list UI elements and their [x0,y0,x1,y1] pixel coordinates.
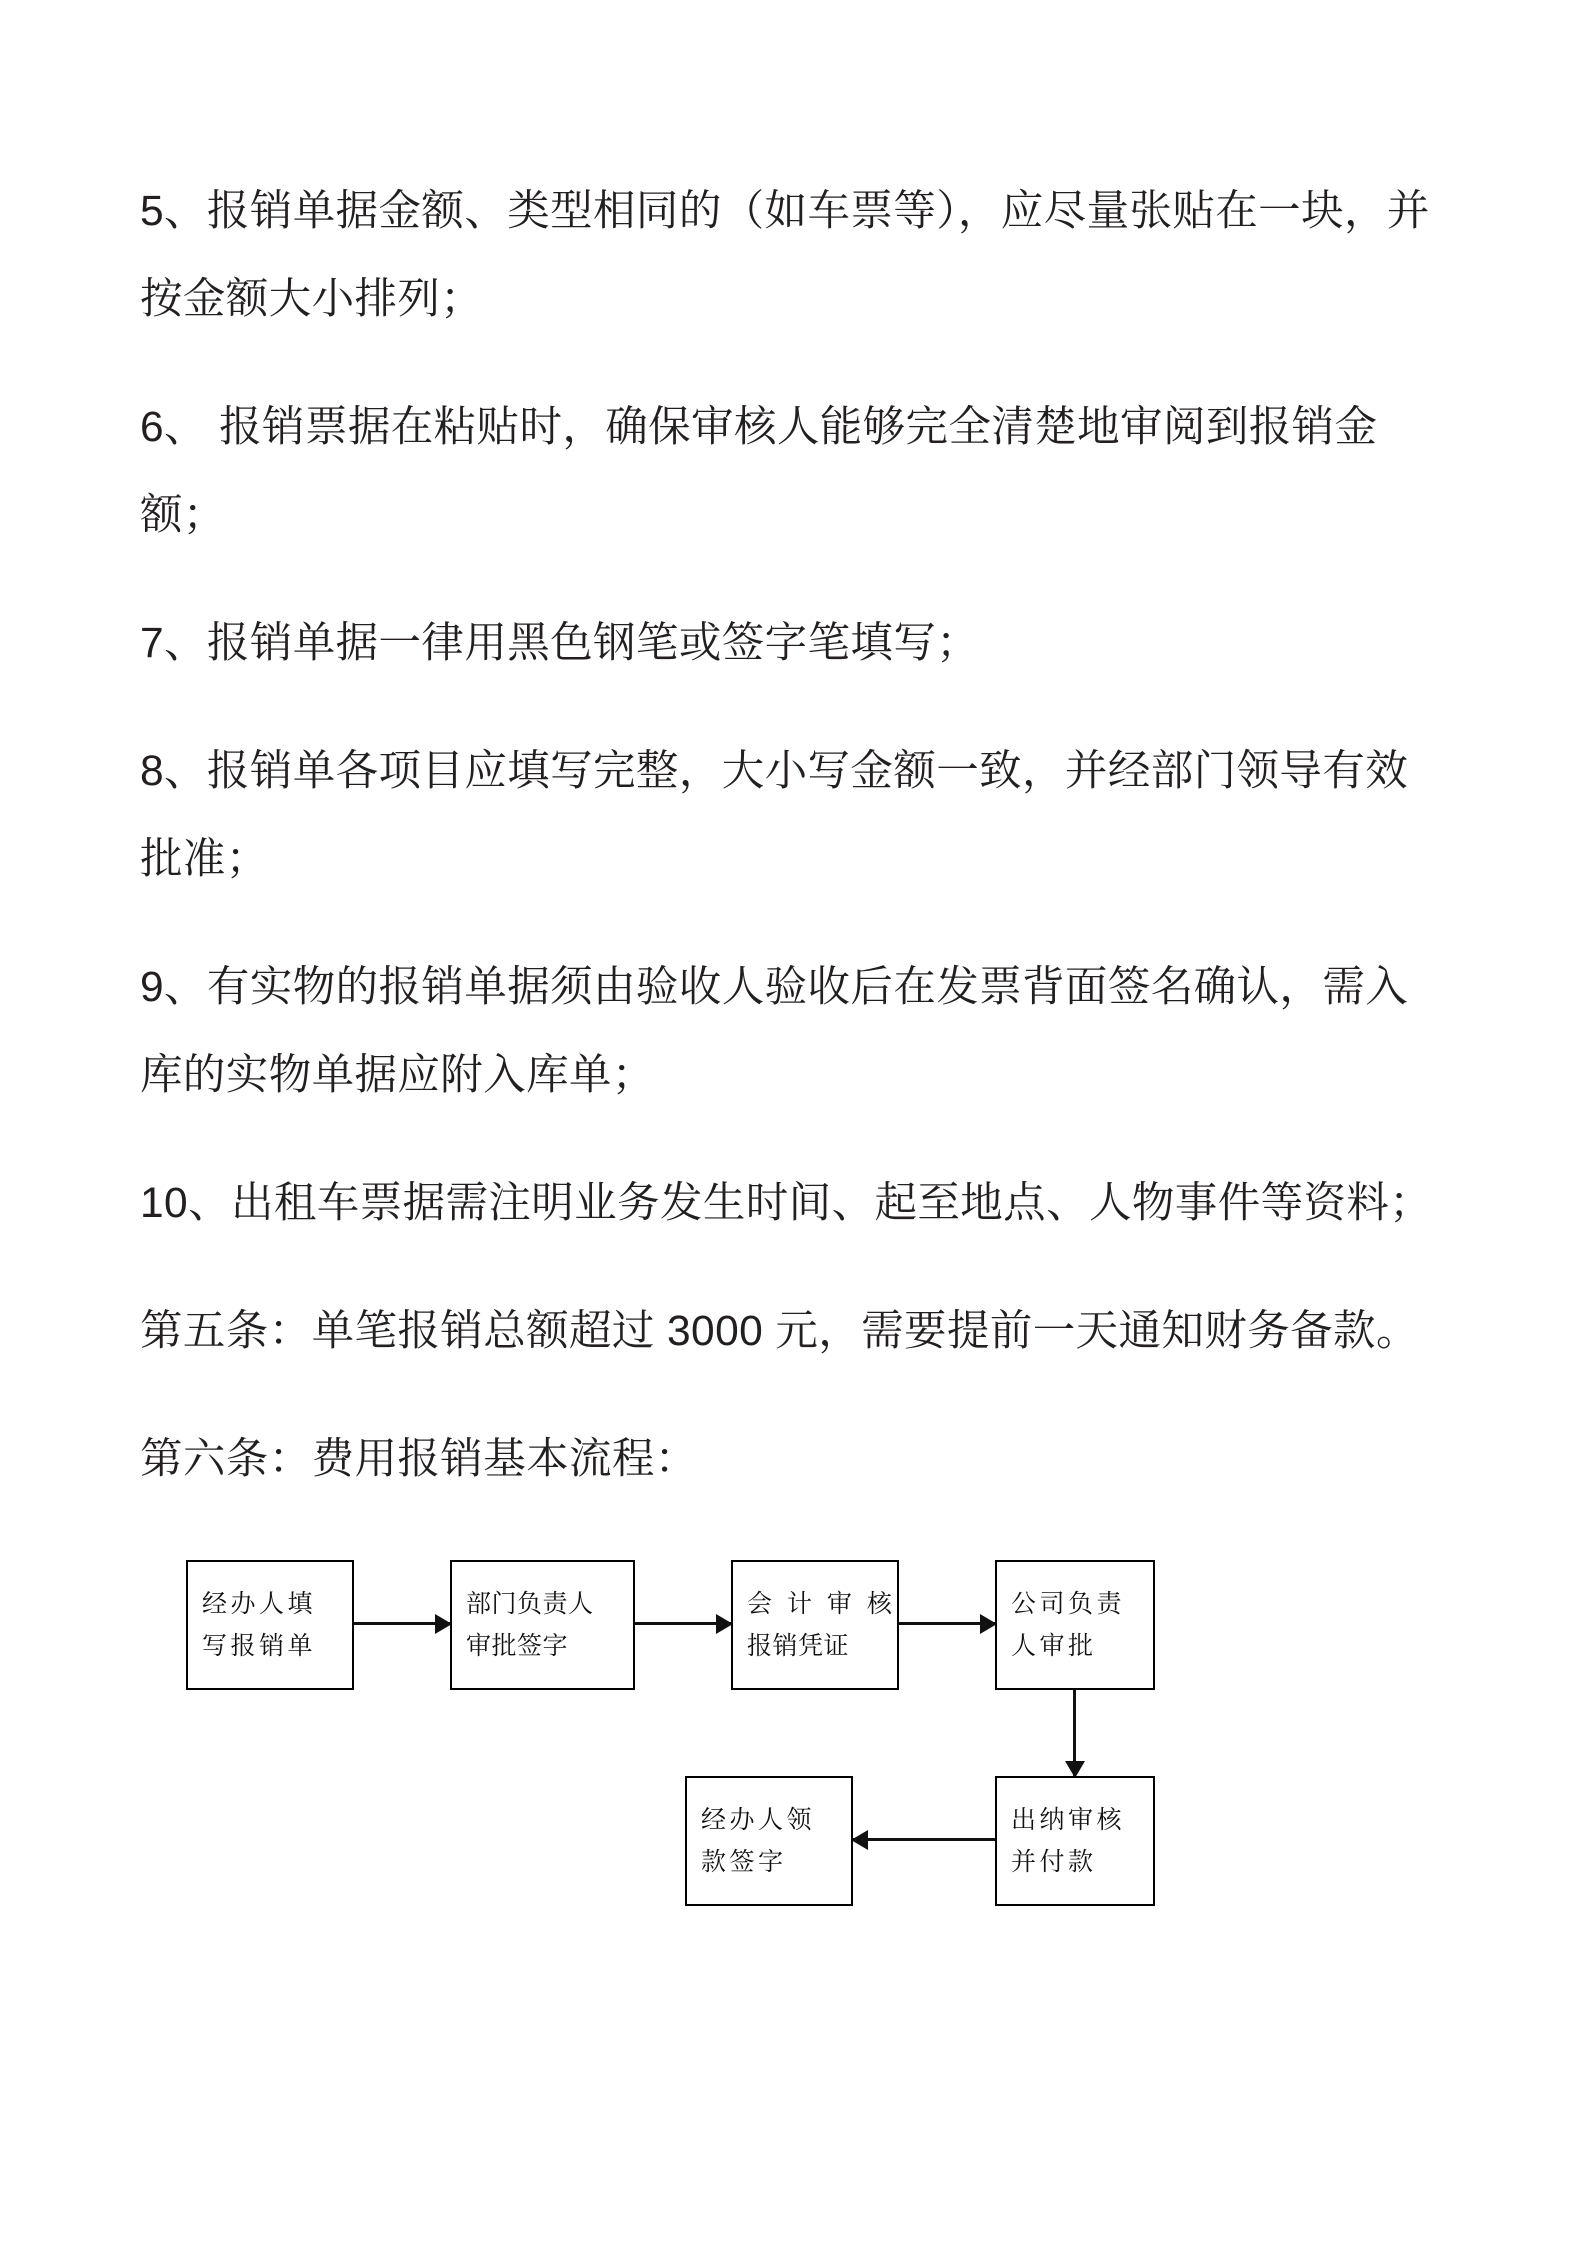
flow-arrow-n5-n6 [853,1838,995,1841]
flow-node-department-head-approves [450,1560,635,1690]
flow-node-line: 并付款 [1011,1847,1097,1876]
flow-node-line: 人审批 [1011,1631,1097,1660]
paragraph-clause-8: 8、报销单各项目应填写完整，大小写金额一致，并经部门领导有效批准； [140,748,1409,883]
paragraph-clause-10: 10、出租车票据需注明业务发生时间、起至地点、人物事件等资料； [140,1180,1433,1227]
document-body [140,168,1445,1504]
flow-arrow-n4-n5 [1073,1690,1076,1776]
flow-arrow-n1-n2 [354,1622,450,1625]
flow-node-company-head-approves [995,1560,1155,1690]
reimbursement-flowchart [140,1548,1460,1998]
flow-arrow-n3-n4 [899,1622,995,1625]
flow-node-line: 部门负责人 [466,1589,594,1618]
flow-node-accountant-reviews-voucher [731,1560,899,1690]
flow-node-line: 写报销单 [202,1631,317,1660]
flow-node-line: 报销凭证 [747,1631,850,1660]
flow-node-line: 款签字 [701,1847,787,1876]
flow-node-cashier-reviews-and-pays [995,1776,1155,1906]
paragraph-clause-6: 6、 报销票据在粘贴时，确保审核人能够完全清楚地审阅到报销金额； [140,404,1378,539]
paragraph-clause-5: 5、报销单据金额、类型相同的（如车票等），应尽量张贴在一块，并按金额大小排列； [140,188,1430,323]
paragraph-clause-7: 7、报销单据一律用黑色钢笔或签字笔填写； [140,620,980,667]
paragraph-clause-9: 9、有实物的报销单据须由验收人验收后在发票背面签名确认，需入库的实物单据应附入库单； [140,964,1409,1099]
flow-node-line: 公司负责 [1011,1589,1126,1618]
flow-node-line: 经办人领 [701,1805,816,1834]
flow-node-applicant-receives-payment [685,1776,853,1906]
flow-node-line: 会 计 审 核 [747,1589,896,1618]
flow-node-applicant-fills-form [186,1560,354,1690]
flow-arrow-n2-n3 [635,1622,731,1625]
flow-node-line: 经办人填 [202,1589,317,1618]
paragraph-article-5: 第五条：单笔报销总额超过 3000 元，需要提前一天通知财务备款。 [140,1308,1419,1355]
flow-node-line: 出纳审核 [1011,1805,1126,1834]
paragraph-article-6: 第六条：费用报销基本流程： [140,1436,698,1483]
flow-node-line: 审批签字 [466,1631,569,1660]
